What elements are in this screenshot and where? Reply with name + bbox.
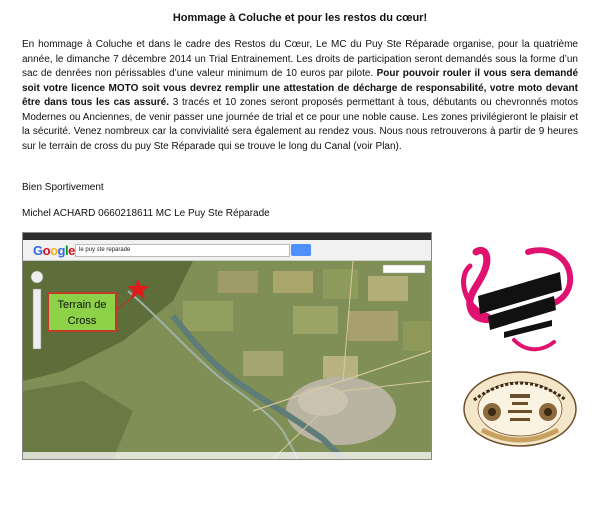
- search-button[interactable]: [291, 244, 311, 256]
- page-title: Hommage à Coluche et pour les restos du cœur!: [172, 12, 428, 24]
- paragraph-part-2: 3 tracés et 10 zones seront proposés permettant à tous, débutants ou chevronnés motos Modernes ou Anciennes, de venir passer une journée de trial et ce pour une noble cause. Les zones privilégieront le plaisir et la sécurité. Venez nombreux car la convivialité sera également au rendez vous. Nous nous retrouverons à partir de 9 heures sur le terrain de cross du puy Ste Réparade qui se trouve le long du Canal (voir Plan).: [22, 97, 579, 152]
- google-search-row: [23, 240, 431, 261]
- satellite-map: [23, 261, 431, 459]
- main-paragraph: [22, 38, 578, 154]
- restos-du-coeur-logo: [458, 246, 578, 356]
- google-top-bar: [23, 233, 431, 240]
- closing-line: Bien Sportivement: [22, 182, 104, 193]
- map-footer: [23, 452, 431, 459]
- google-logo: Google: [33, 243, 75, 258]
- paragraph-part-1: En hommage à Coluche et dans le cadre des Restos du Cœur, Le MC du Puy Ste Réparade organise, pour la quatrième année, le dimanche 7 décembre 2014 un Trial Entrainement. Les droits de participation seront demandés sous la forme d’un sac de denrées non périssables d’une valeur minimum de 10 euros par pilote.: [22, 39, 578, 79]
- signature-line: Michel ACHARD 0660218611 MC Le Puy Ste Réparade: [22, 208, 270, 219]
- terrain-de-cross-label: Terrain de Cross: [47, 292, 117, 332]
- trial-enduro-cross-logo: [462, 370, 578, 448]
- map-screenshot: [22, 232, 432, 460]
- map-search-input[interactable]: le puy ste reparade: [75, 244, 290, 257]
- paragraph-bold-part: Pour pouvoir rouler il vous sera demandé soit votre licence MOTO soit vous devrez remplir une attestation de décharge de responsabilité, votre moto devant être dans tous les cas assuré.: [22, 68, 579, 108]
